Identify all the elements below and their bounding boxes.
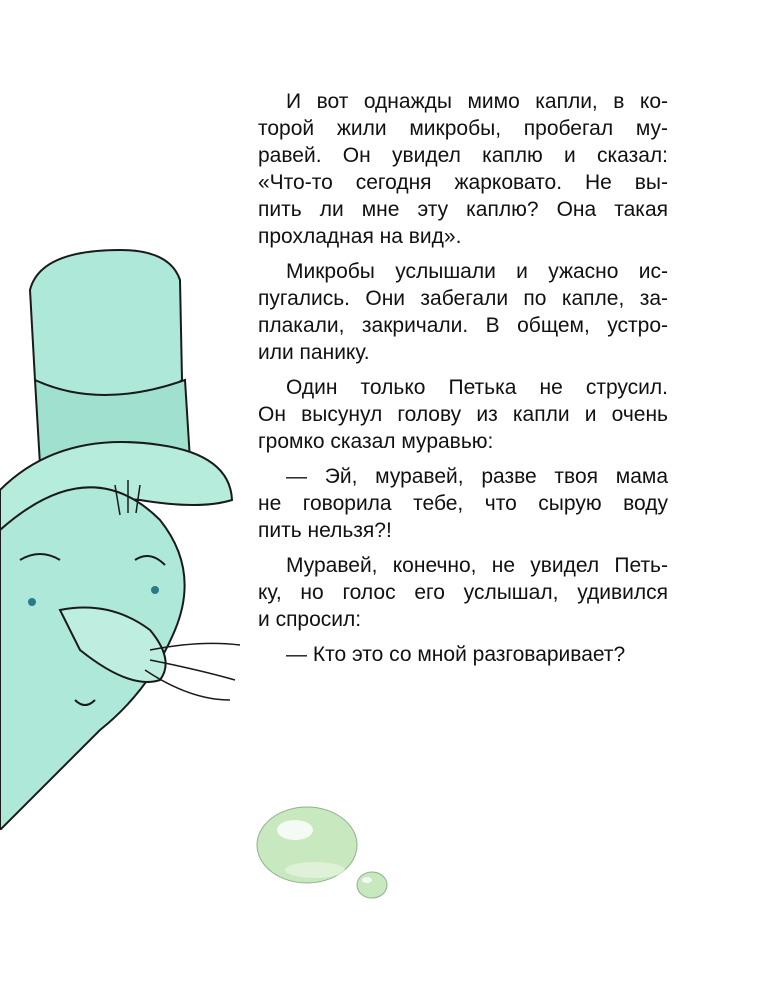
paragraph xyxy=(258,88,668,250)
text-line: не говорила тебе, что сырую воду xyxy=(258,492,668,515)
character-eye-right xyxy=(151,586,159,594)
small-water-drop xyxy=(357,872,387,898)
water-drops-illustration xyxy=(245,800,395,920)
text-line: Микробы услышали и ужасно ис- xyxy=(286,260,668,283)
text-line: Один только Петька не струсил. xyxy=(286,376,668,399)
text-line: плакали, закричали. В общем, устро- xyxy=(258,314,668,337)
text-line: прохладная на вид». xyxy=(258,225,462,248)
text-line: громко сказал муравью: xyxy=(258,430,494,453)
text-line: — Эй, муравей, разве твоя мама xyxy=(286,465,668,488)
text-line: или панику. xyxy=(258,341,370,364)
text-line: и спросил: xyxy=(258,608,362,631)
text-line: пить нельзя?! xyxy=(258,519,392,542)
story-text xyxy=(258,88,668,676)
microbe-character-illustration xyxy=(0,230,250,830)
paragraph xyxy=(258,463,668,544)
paragraph xyxy=(258,641,668,668)
text-line: равей. Он увидел каплю и сказал: xyxy=(258,144,668,167)
text-line: Он высунул голову из капли и очень xyxy=(258,403,668,426)
character-head xyxy=(0,480,240,830)
paragraph xyxy=(258,552,668,633)
text-line: пугались. Они забегали по капле, за- xyxy=(258,287,668,310)
character-eye-left xyxy=(28,598,36,606)
text-line: Муравей, конечно, не увидел Петь- xyxy=(286,554,668,577)
paragraph xyxy=(258,374,668,455)
text-line: «Что-то сегодня жарковато. Не вы- xyxy=(258,171,668,194)
text-line: ку, но голос его услышал, удивился xyxy=(258,581,668,604)
paragraph xyxy=(258,258,668,366)
text-line: — Кто это со мной разговаривает? xyxy=(286,643,626,666)
text-line: И вот однажды мимо капли, в ко- xyxy=(286,90,668,113)
text-line: пить ли мне эту каплю? Она такая xyxy=(258,198,668,221)
text-line: торой жили микробы, пробегал му- xyxy=(258,117,668,140)
